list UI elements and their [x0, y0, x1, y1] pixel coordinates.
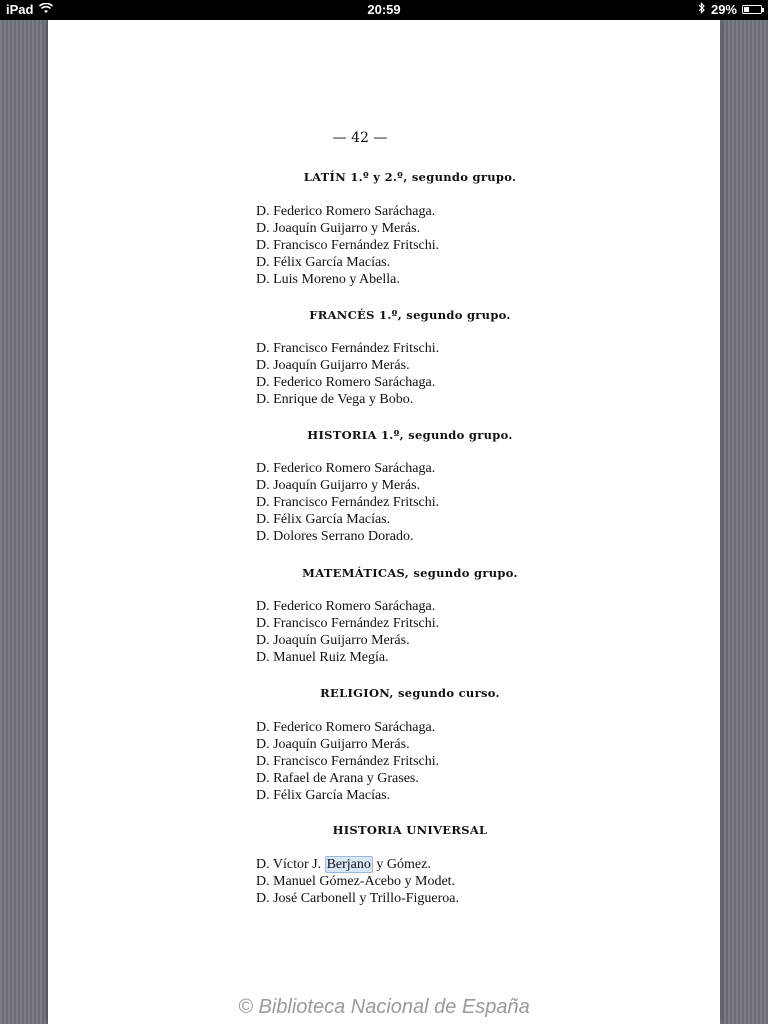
list-item-text-after: y Gómez.	[372, 857, 431, 872]
list-item: D. Francisco Fernández Fritschi.	[256, 616, 440, 631]
list-item: D. Joaquín Guijarro Merás.	[256, 358, 410, 373]
name-list-latin	[256, 203, 439, 288]
section-heading-historia-universal: HISTORIA UNIVERSAL	[332, 823, 488, 837]
status-bar	[0, 0, 768, 20]
battery-level	[744, 7, 749, 12]
name-list-historia-universal	[256, 856, 459, 907]
highlighted-word[interactable]: Berjano	[326, 857, 371, 872]
list-item: D. Félix García Macías.	[256, 512, 391, 527]
list-item: D. Joaquín Guijarro Merás.	[256, 737, 410, 752]
section-heading-frances: FRANCÉS 1.º, segundo grupo.	[309, 308, 511, 322]
list-item: D. Enrique de Vega y Bobo.	[256, 392, 414, 407]
name-list-historia	[256, 460, 439, 545]
page-number: — 42 —	[332, 130, 388, 146]
list-item: D. Federico Romero Saráchaga.	[256, 204, 436, 219]
list-item: D. Francisco Fernández Fritschi.	[256, 341, 440, 356]
list-item: D. Francisco Fernández Fritschi.	[256, 754, 440, 769]
list-item-text-before: D. Víctor J.	[256, 857, 325, 872]
list-item: D. Federico Romero Saráchaga.	[256, 599, 436, 614]
list-item: D. José Carbonell y Trillo-Figueroa.	[256, 891, 459, 906]
section-heading-latin: LATÍN 1.º y 2.º, segundo grupo.	[303, 170, 517, 184]
list-item: D. Joaquín Guijarro y Merás.	[256, 478, 421, 493]
list-item: D. Federico Romero Saráchaga.	[256, 720, 436, 735]
section-heading-matematicas: MATEMÁTICAS, segundo grupo.	[302, 566, 518, 580]
list-item: D. Joaquín Guijarro Merás.	[256, 633, 410, 648]
right-margin-texture	[720, 20, 768, 1024]
list-item: D. Francisco Fernández Fritschi.	[256, 238, 440, 253]
list-item: D. Manuel Gómez-Acebo y Modet.	[256, 874, 456, 889]
list-item: D. Federico Romero Saráchaga.	[256, 375, 436, 390]
device-name: iPad	[6, 2, 34, 17]
name-list-frances	[256, 340, 439, 408]
name-list-matematicas	[256, 598, 439, 666]
list-item: D. Luis Moreno y Abella.	[256, 272, 400, 287]
list-item: D. Joaquín Guijarro y Merás.	[256, 221, 421, 236]
list-item: D. Rafael de Arana y Grases.	[256, 771, 419, 786]
list-item: D. Francisco Fernández Fritschi.	[256, 495, 440, 510]
list-item: D. Félix García Macías.	[256, 255, 391, 270]
section-heading-historia: HISTORIA 1.º, segundo grupo.	[307, 428, 513, 442]
status-time: 20:59	[367, 2, 401, 17]
list-item: D. Manuel Ruiz Megía.	[256, 650, 389, 665]
bluetooth-icon	[698, 2, 706, 17]
section-heading-religion: RELIGION, segundo curso.	[320, 686, 500, 700]
list-item	[256, 856, 459, 873]
copyright-watermark: © Biblioteca Nacional de España	[238, 996, 530, 1018]
status-right	[698, 2, 762, 17]
list-item: D. Félix García Macías.	[256, 788, 391, 803]
list-item: D. Federico Romero Saráchaga.	[256, 461, 436, 476]
left-margin-texture	[0, 20, 48, 1024]
list-item: D. Dolores Serrano Dorado.	[256, 529, 414, 544]
name-list-religion	[256, 719, 439, 804]
battery-percent: 29%	[710, 2, 737, 17]
battery-icon	[742, 5, 762, 14]
